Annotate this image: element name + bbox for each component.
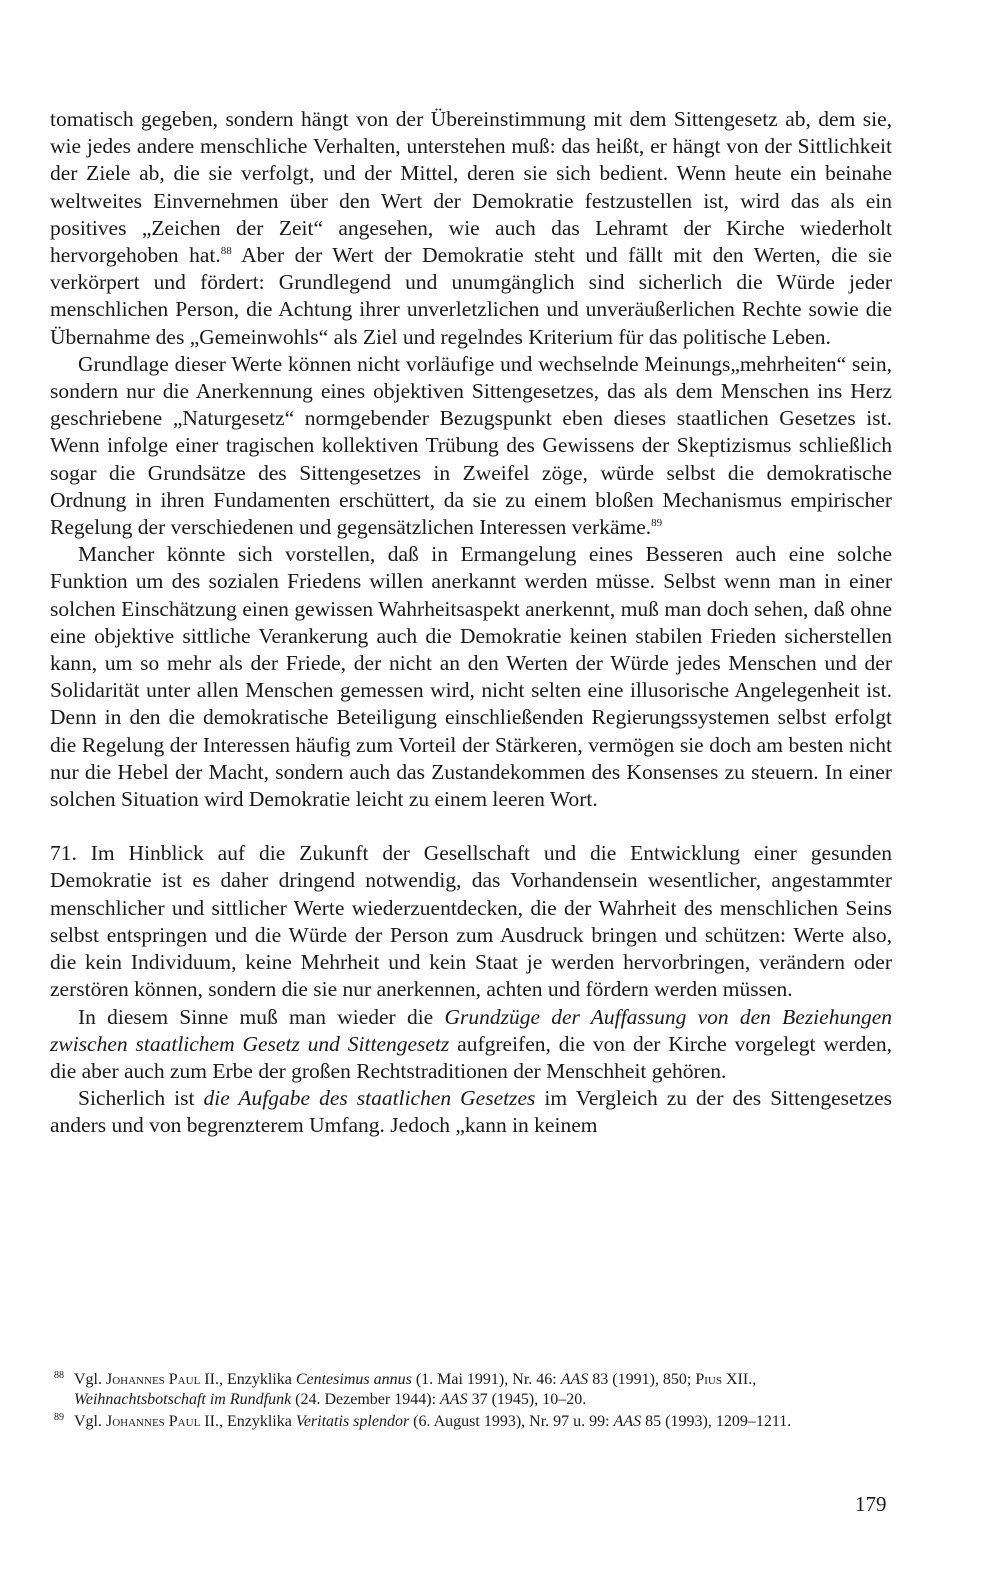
work-title: Veritatis splendor <box>295 1413 410 1430</box>
work-title: Weihnachtsbotschaft im Rundfunk <box>74 1391 292 1408</box>
footnote-ref-88[interactable]: 88 <box>220 244 232 257</box>
paragraph-2 <box>50 351 892 541</box>
footnote-text: Vgl. Johannes Paul II., Enzyklika Centesimus annus (1. Mai 1991), Nr. 46: AAS 83 (1991), 850; Pius XII., Weihnachtsbotschaft im Rundfunk (24. Dezember 1944): AAS 37 (1945), 10–20. <box>74 1371 757 1408</box>
footnote-89 <box>50 1412 892 1432</box>
journal-abbrev: AAS <box>560 1371 589 1388</box>
journal-abbrev: AAS <box>440 1391 468 1408</box>
paragraph-6-text-b: im Vergleich zu der des Sittengesetzes anders und von begrenzterem Umfang. Jedoch „kann in keinem <box>50 1086 892 1138</box>
paragraph-5-text-a: In diesem Sinne muß man wieder die <box>78 1004 445 1029</box>
paragraph-6-emphasis: die Aufgabe des staatlichen Gesetzes <box>203 1086 536 1111</box>
author-name: Johannes Paul II. <box>106 1371 219 1388</box>
paragraph-1-text-a: tomatisch gegeben, sondern hängt von der Übereinstimmung mit dem Sittengesetz ab, dem sie, wie jedes andere menschliche Verhalten, unterstehen muß: das heißt, er hängt von der Sittlichkeit der Ziele ab, die sie verfolgt, und der Mittel, deren sie sich bedient. Wenn heute ein beinahe weltweites Einvernehmen über den Wert der Demokratie festzustellen ist, wird das als ein positives „Zeichen der Zeit“ angesehen, wie auch das Lehramt der Kirche wiederholt hervorgehoben hat. <box>50 107 892 268</box>
paragraph-6 <box>50 1085 892 1139</box>
paragraph-71: 71. Im Hinblick auf die Zukunft der Gesellschaft und die Entwicklung einer gesunden Demokratie ist es daher dringend notwendig, das Vorhandensein wesentlicher, angestammter menschlicher und sittlicher Werte wiederzuentdecken, die der Wahrheit des menschlichen Seins selbst entspringen und die Würde der Person zum Ausdruck bringen und schützen: Werte also, die kein Individuum, keine Mehrheit und kein Staat je werden hervorbringen, verändern oder zerstören können, sondern die sie nur anerkennen, achten und fördern werden müssen. <box>50 841 892 1002</box>
paragraph-2-text: Grundlage dieser Werte können nicht vorläufige und wechselnde Meinungs„mehrheiten“ sein, sondern nur die Anerkennung eines objektiven Sittengesetzes, das als dem Menschen ins Herz geschriebene „Naturgesetz“ normgebender Bezugspunkt eben dieses staatlichen Gesetzes ist. Wenn infolge einer tragischen kollektiven Trübung des Gewissens der Skeptizismus schließlich sogar die Grundsätze des Sittengesetzes in Zweifel zöge, würde selbst die demokratische Ordnung in ihren Fundamenten erschüttert, da sie zu einem bloßen Mechanismus empirischer Regelung der verschiedenen und gegensätzlichen Interessen verkäme. <box>50 351 892 540</box>
author-name: Johannes Paul II. <box>106 1413 219 1430</box>
paragraph-1 <box>50 106 892 351</box>
footnote-88 <box>50 1370 892 1410</box>
paragraph-5-text-b: aufgreifen, die von der Kirche vorgelegt werden, die aber auch zum Erbe der großen Rechtstraditionen der Menschheit gehören. <box>50 1031 892 1083</box>
paragraph-5 <box>50 1004 892 1086</box>
page-number: 179 <box>855 1492 887 1516</box>
footnote-mark: 88 <box>54 1370 64 1381</box>
journal-abbrev: AAS <box>613 1413 642 1430</box>
page-body <box>50 106 892 1140</box>
author-name: Pius XII. <box>695 1371 753 1388</box>
footnote-text: Vgl. Johannes Paul II., Enzyklika Veritatis splendor (6. August 1993), Nr. 97 u. 99: AAS 85 (1993), 1209–1211. <box>74 1413 792 1430</box>
paragraph-5-emphasis: Grundzüge der Auffassung von den Beziehungen zwischen staatlichem Gesetz und Sittengesetz <box>50 1004 892 1056</box>
footnote-ref-89[interactable]: 89 <box>651 516 663 529</box>
work-title: Centesimus annus <box>295 1371 412 1388</box>
paragraph-1-text-b: Aber der Wert der Demokratie steht und fällt mit den Werten, die sie verkörpert und fördert: Grundlegend und unumgänglich sind sicherlich die Würde jeder menschlichen Person, die Achtung ihrer unverletzlichen und unveräußerlichen Rechte sowie die Übernahme des „Gemeinwohls“ als Ziel und regelndes Kriterium für das politische Leben. <box>50 243 892 349</box>
footnotes <box>50 1370 892 1434</box>
footnote-mark: 89 <box>54 1412 64 1423</box>
paragraph-6-text-a: Sicherlich ist <box>78 1086 204 1111</box>
paragraph-3: Mancher könnte sich vorstellen, daß in Ermangelung eines Besseren auch eine solche Funktion um des sozialen Friedens willen anerkannt werden müsse. Selbst wenn man in einer solchen Einschätzung einen gewissen Wahrheitsaspekt anerkennt, muß man doch sehen, daß ohne eine objektive sittliche Verankerung auch die Demokratie keinen stabilen Frieden sicherstellen kann, um so mehr als der Friede, der nicht an den Werten der Würde jedes Menschen und der Solidarität unter allen Menschen gemessen wird, nicht selten eine illusorische Angelegenheit ist. Denn in den die demokratische Beteiligung einschließenden Regierungssystemen selbst erfolgt die Regelung der Interessen häufig zum Vorteil der Stärkeren, vermögen sie doch am besten nicht nur die Hebel der Macht, sondern auch das Zustandekommen des Konsenses zu steuern. In einer solchen Situation wird Demokratie leicht zu einem leeren Wort. <box>50 542 892 812</box>
